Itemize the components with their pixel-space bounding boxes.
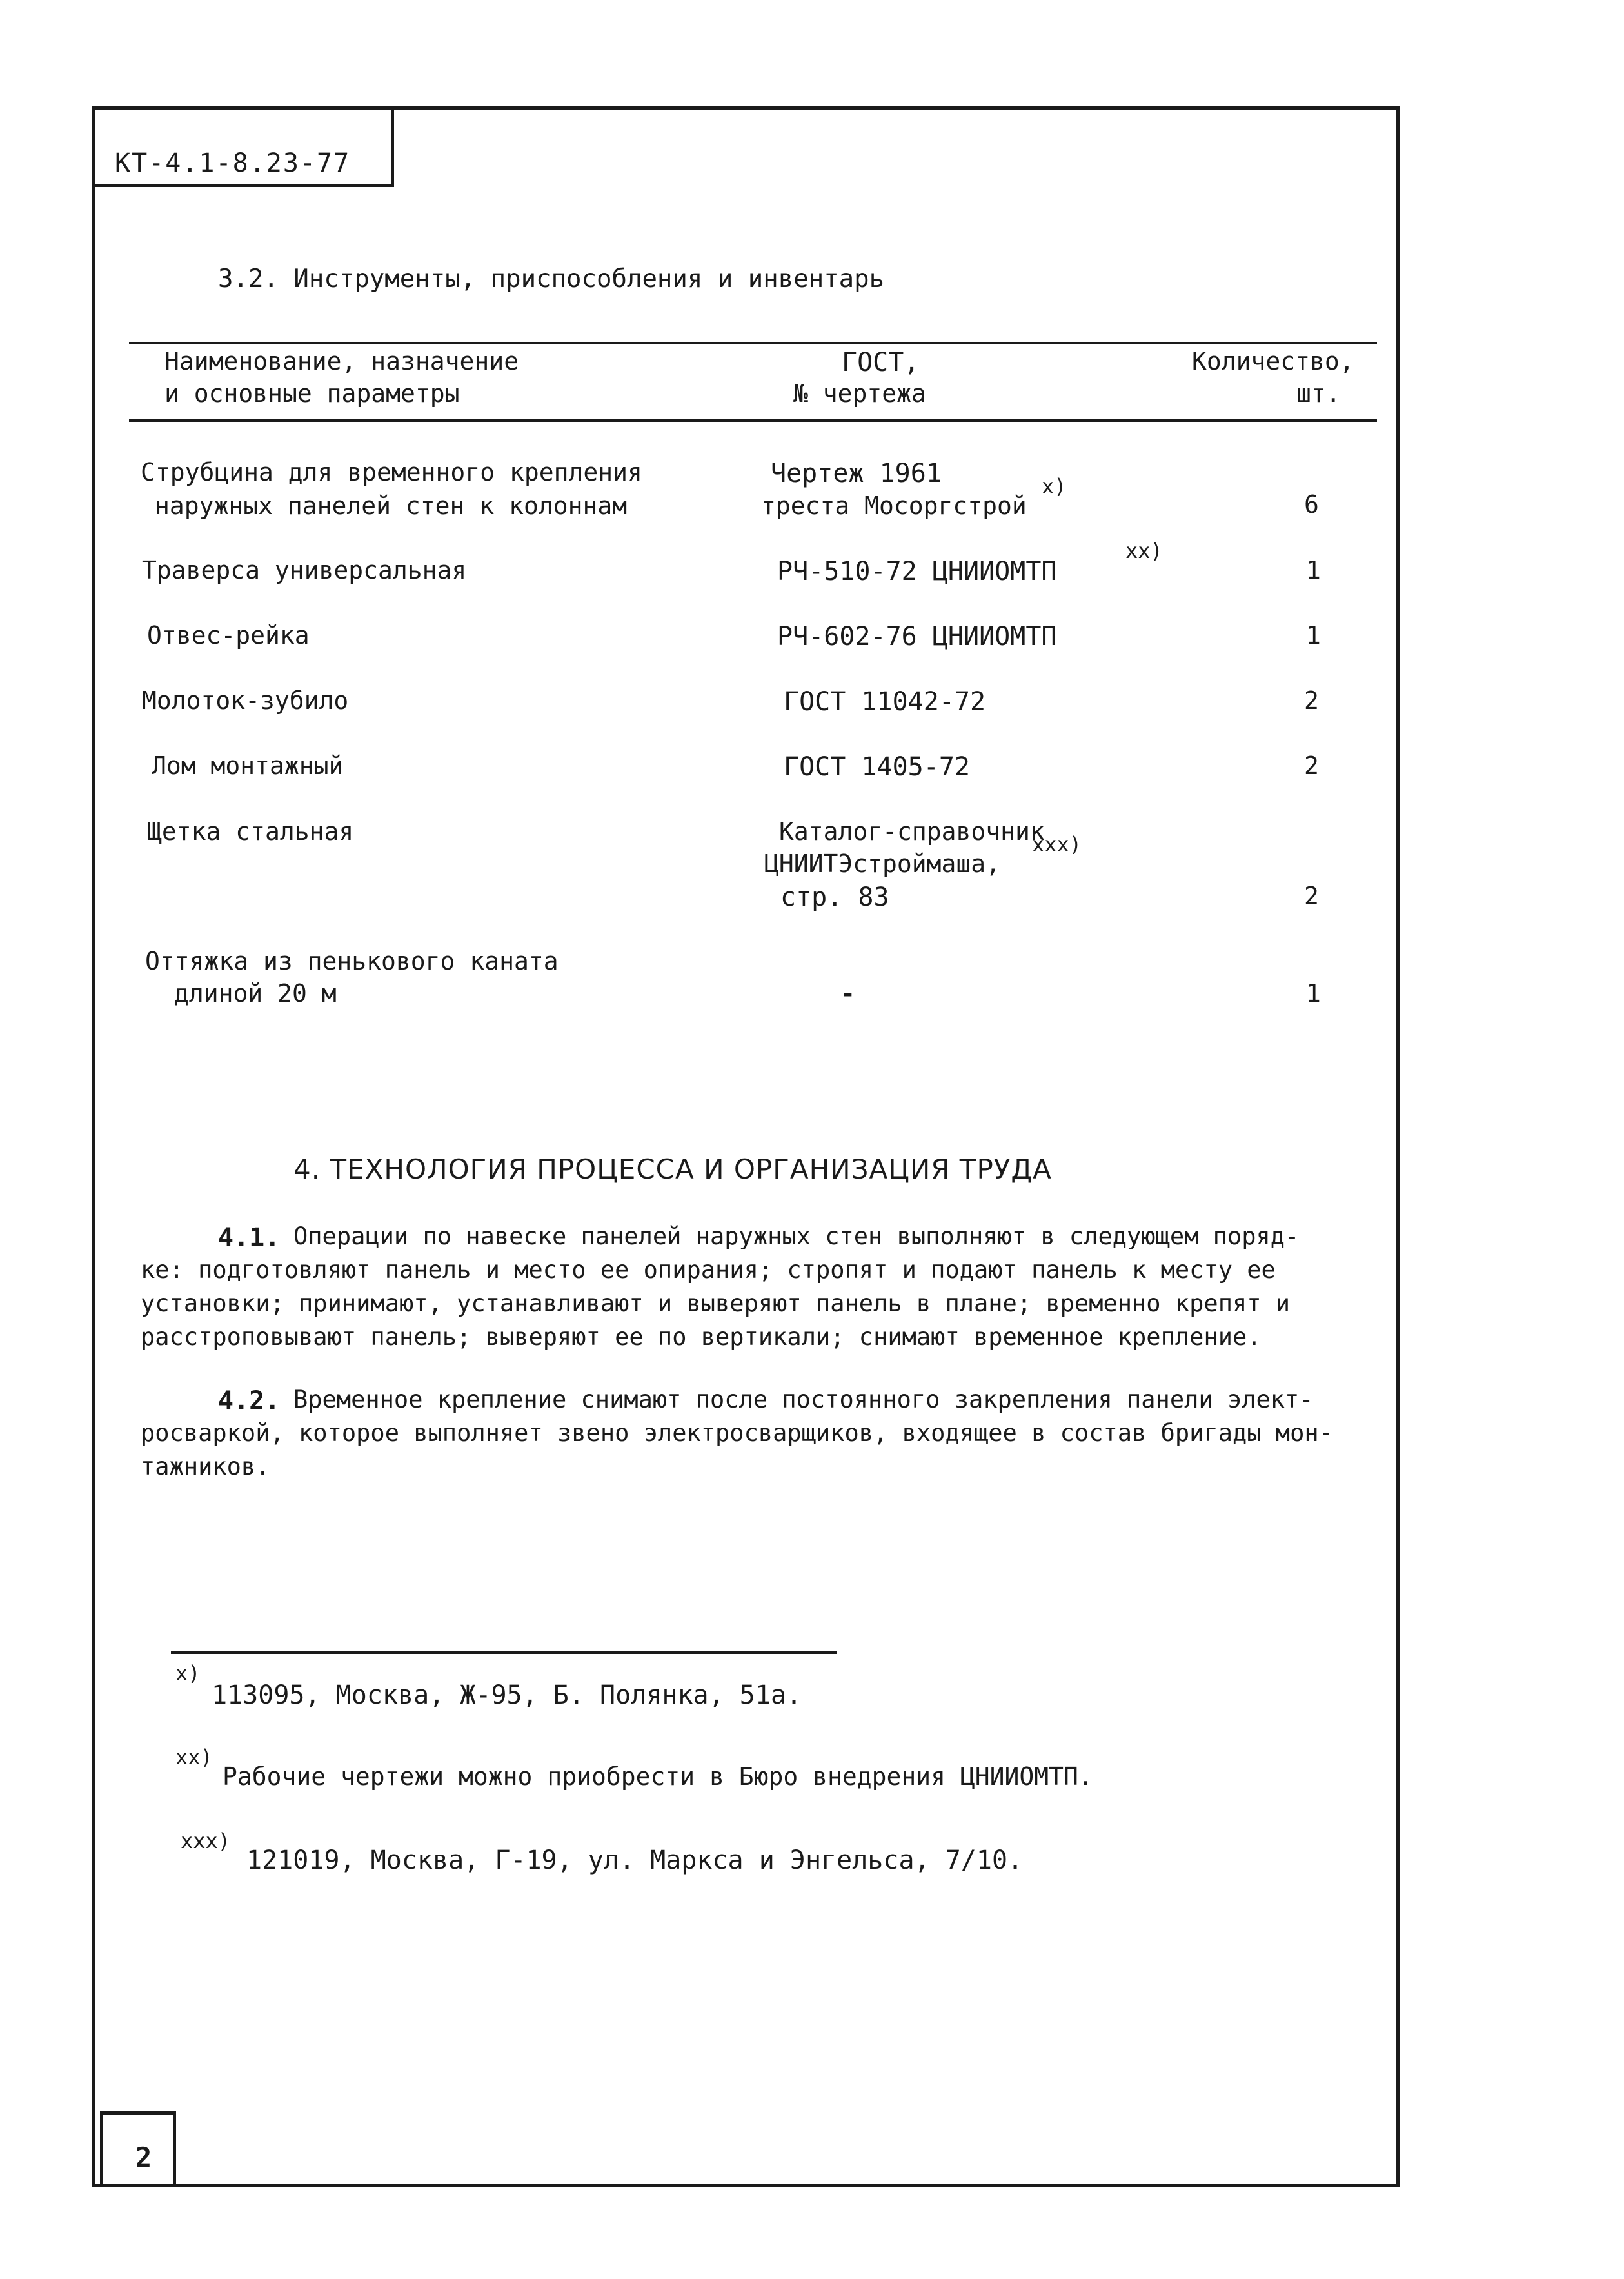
document-code: КТ-4.1-8.23-77 xyxy=(115,148,351,178)
section-4-heading: 4. ТЕХНОЛОГИЯ ПРОЦЕССА И ОРГАНИЗАЦИЯ ТРУДА xyxy=(293,1153,1052,1185)
row3-qty: 1 xyxy=(1306,621,1321,650)
para-4-2-line2: росваркой, которое выполняет звено электросварщиков, входящее в состав бригады мон- xyxy=(141,1419,1333,1447)
row6-gost-line3: стр. 83 xyxy=(780,882,889,912)
row2-name: Траверса универсальная xyxy=(142,556,467,584)
section-3-2-title: 3.2. Инструменты, приспособления и инвентарь xyxy=(218,264,885,294)
footnote3-mark: xxx) xyxy=(181,1829,231,1853)
row7-name-line2: длиной 20 м xyxy=(174,979,337,1008)
row7-gost: - xyxy=(840,979,855,1008)
row6-name: Щетка стальная xyxy=(147,817,354,846)
footnote3-text: 121019, Москва, Г-19, ул. Маркса и Энгельса, 7/10. xyxy=(246,1846,1024,1875)
footnote2-text: Рабочие чертежи можно приобрести в Бюро внедрения ЦНИИОМТП. xyxy=(223,1762,1093,1791)
table-header-rule xyxy=(129,419,1377,422)
header-qty-line1: Количество, xyxy=(1192,347,1354,375)
header-name-line1: Наименование, назначение xyxy=(164,347,519,375)
row1-footnote-mark: x) xyxy=(1042,474,1067,499)
row5-gost: ГОСТ 1405-72 xyxy=(784,752,970,782)
row2-qty: 1 xyxy=(1306,556,1321,584)
para-4-2-number: 4.2. xyxy=(218,1386,281,1416)
row7-qty: 1 xyxy=(1306,979,1321,1008)
row6-gost-line1: Каталог-справочник xyxy=(779,817,1045,846)
row6-gost-line2: ЦНИИТЭстроймаша, xyxy=(764,850,1001,878)
row2-footnote-mark: xx) xyxy=(1125,539,1163,563)
row7-name-line1: Оттяжка из пенькового каната xyxy=(145,947,559,975)
row5-name: Лом монтажный xyxy=(152,751,344,780)
footnote1-mark: x) xyxy=(175,1661,201,1686)
row3-gost: РЧ-602-76 ЦНИИОМТП xyxy=(777,622,1057,652)
row1-qty: 6 xyxy=(1304,490,1319,519)
footnote2-mark: xx) xyxy=(175,1745,213,1769)
row1-gost-line2: треста Мосоргстрой xyxy=(761,492,1027,520)
header-qty-line2: шт. xyxy=(1296,379,1341,408)
footnote-separator xyxy=(171,1651,837,1654)
row1-name-line2: наружных панелей стен к колоннам xyxy=(155,492,628,520)
header-gost-line2: № чертежа xyxy=(793,379,926,408)
para-4-1-line4: расстроповывают панель; выверяют ее по вертикали; снимают временное крепление. xyxy=(141,1323,1262,1351)
header-name-line2: и основные параметры xyxy=(164,379,460,408)
row2-gost: РЧ-510-72 ЦНИИОМТП xyxy=(777,557,1057,586)
row4-name: Молоток-зубило xyxy=(142,686,349,715)
row3-name: Отвес-рейка xyxy=(147,621,310,650)
para-4-2-line1: Временное крепление снимают после постоянного закрепления панели элект- xyxy=(293,1386,1314,1413)
row6-footnote-mark: xxx) xyxy=(1032,832,1082,857)
para-4-1-line3: установки; принимают, устанавливают и выверяют панель в плане; временно крепят и xyxy=(141,1289,1291,1317)
row4-gost: ГОСТ 11042-72 xyxy=(784,687,986,717)
header-gost-line1: ГОСТ, xyxy=(842,348,920,377)
para-4-2-line3: тажников. xyxy=(141,1453,270,1480)
row5-qty: 2 xyxy=(1304,751,1319,780)
footnote1-text: 113095, Москва, Ж-95, Б. Полянка, 51а. xyxy=(212,1680,802,1710)
page-number: 2 xyxy=(135,2142,152,2173)
row6-qty: 2 xyxy=(1304,882,1319,910)
para-4-1-number: 4.1. xyxy=(218,1223,281,1253)
para-4-1-line2: ке: подготовляют панель и место ее опирания; стропят и подают панель к месту ее xyxy=(141,1256,1276,1284)
row1-gost-line1: Чертеж 1961 xyxy=(771,459,942,488)
para-4-1-line1: Операции по навеске панелей наружных стен выполняют в следующем поряд- xyxy=(293,1222,1300,1250)
table-top-rule xyxy=(129,342,1377,344)
row1-name-line1: Струбцина для временного крепления xyxy=(141,458,642,486)
row4-qty: 2 xyxy=(1304,686,1319,715)
